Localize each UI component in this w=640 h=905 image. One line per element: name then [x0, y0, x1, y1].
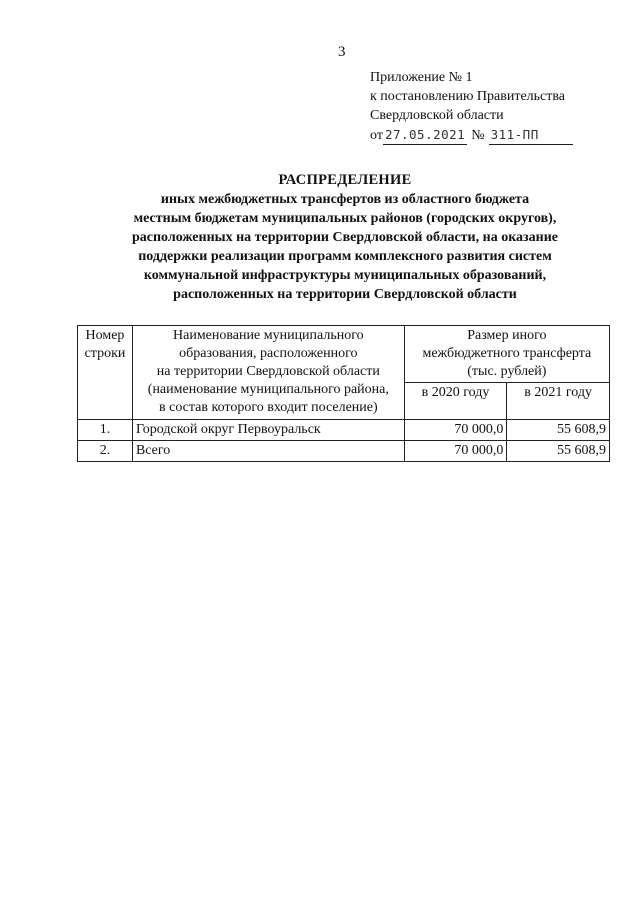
- header-year-2020: в 2020 году: [404, 383, 507, 420]
- header-municipality-name: [132, 326, 404, 420]
- page-number: 3: [338, 44, 346, 60]
- header-name-line: на территории Свердловской области: [156, 364, 380, 379]
- appendix-line-1: Приложение № 1: [370, 70, 473, 85]
- distribution-table: [77, 325, 610, 462]
- header-year-2021: в 2021 году: [507, 383, 610, 420]
- header-name-line: Наименование муниципального: [173, 328, 364, 343]
- header-amount-line: Размер иного: [467, 328, 547, 343]
- header-amount-line: межбюджетного трансферта: [422, 346, 592, 361]
- header-name-line: образования, расположенного: [179, 346, 358, 361]
- table-row: [78, 420, 610, 441]
- title-line: расположенных на территории Свердловской области, на оказание: [131, 230, 559, 245]
- header-row-number: Номер строки: [78, 326, 133, 420]
- resolution-number: 311-ПП: [489, 125, 573, 145]
- municipality-name: Всего: [132, 441, 404, 462]
- title-main: РАСПРЕДЕЛЕНИЕ: [278, 172, 412, 188]
- title-line: поддержки реализации программ комплексного развития систем: [138, 249, 552, 264]
- header-amount-line: (тыс. рублей): [467, 364, 547, 379]
- row-number: 1.: [78, 420, 133, 441]
- amount-2020: 70 000,0: [404, 441, 507, 462]
- table-header-row: [78, 326, 610, 383]
- title-line: иных межбюджетных трансфертов из областного бюджета: [160, 192, 530, 207]
- header-name-line: в состав которого входит поселение): [159, 400, 378, 415]
- title-line: коммунальной инфраструктуры муниципальных образований,: [143, 268, 547, 283]
- appendix-line-3: Свердловской области: [370, 108, 504, 123]
- title-line: местным бюджетам муниципальных районов (городских округов),: [133, 211, 557, 226]
- appendix-block: [370, 68, 577, 145]
- appendix-date-line: [370, 125, 577, 145]
- resolution-date: 27.05.2021: [383, 125, 467, 145]
- amount-2020: 70 000,0: [404, 420, 507, 441]
- date-prefix: от: [370, 128, 383, 143]
- header-transfer-amount: [404, 326, 609, 383]
- document-title: [60, 171, 630, 304]
- municipality-name: Городской округ Первоуральск: [132, 420, 404, 441]
- appendix-line-2: к постановлению Правительства: [370, 89, 566, 104]
- header-name-line: (наименование муниципального района,: [147, 382, 389, 397]
- amount-2021: 55 608,9: [507, 441, 610, 462]
- amount-2021: 55 608,9: [507, 420, 610, 441]
- table-row-total: [78, 441, 610, 462]
- row-number: 2.: [78, 441, 133, 462]
- title-line: расположенных на территории Свердловской области: [173, 287, 517, 302]
- number-prefix: №: [471, 128, 485, 143]
